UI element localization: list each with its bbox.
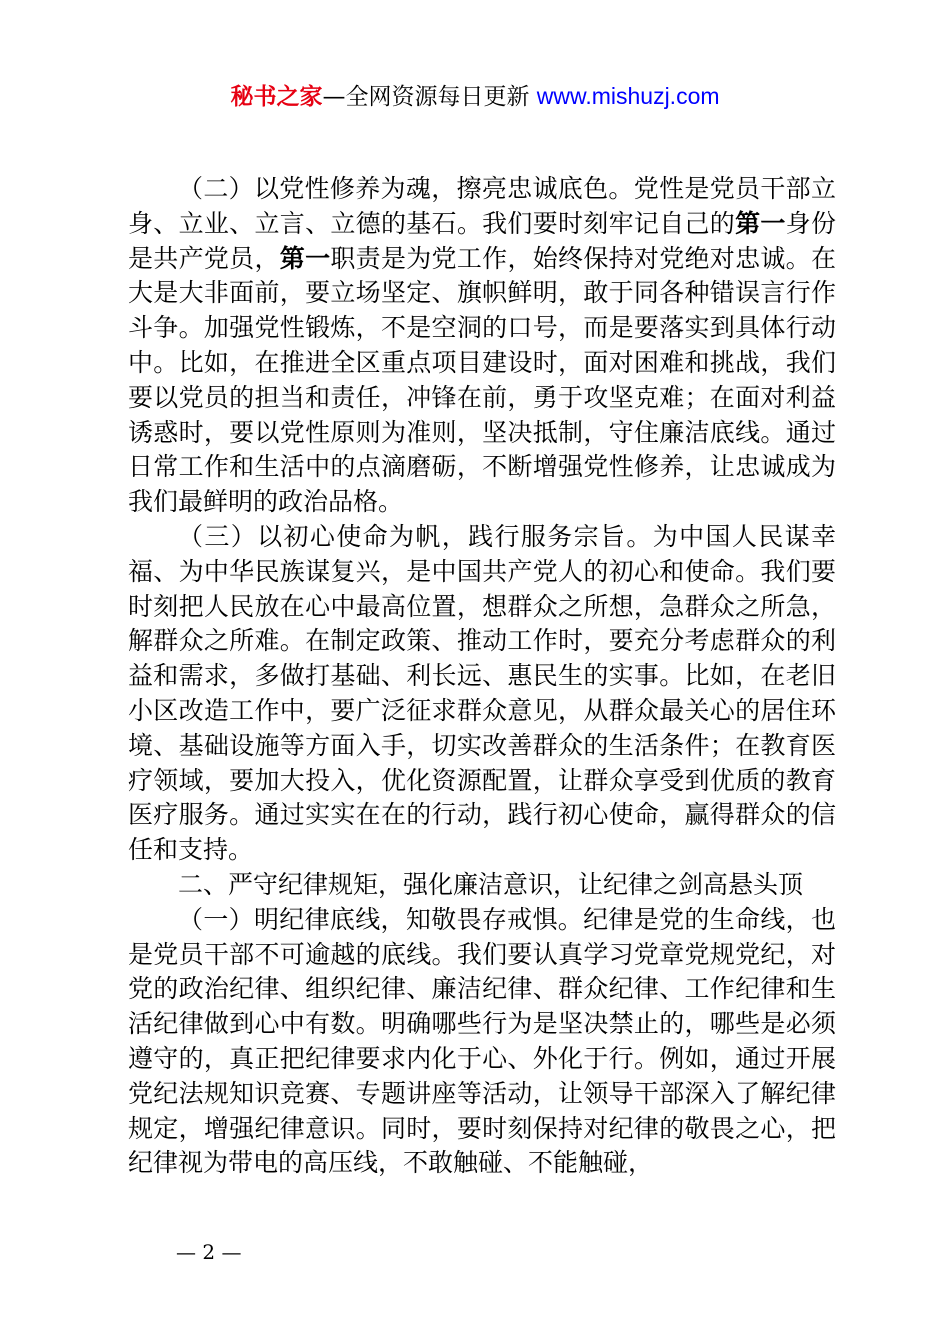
paragraph-text: 职责是为党工作，始终保持对党绝对忠诚。在大是大非面前，要立场坚定、旗帜鲜明，敢于同各种错误言行作斗争。加强党性锻炼，不是空洞的口号，而是要落实到具体行动中。比如，在推进全区重点项目建设时，面对困难和挑战，我们要以党员的担当和责任，冲锋在前，勇于攻坚克难；在面对利益诱惑时，要以党性原则为准则，坚决抵制，守住廉洁底线。通过日常工作和生活中的点滴磨砺，不断增强党性修养，让忠诚成为我们最鲜明的政治品格。 [128,243,836,517]
site-header [0,80,950,113]
paragraph-text: （二）以党性修养为魂，擦亮忠诚底色。党性是党员干部立身、立业、立言、立德的基石。我们要时刻牢记自己的 [128,174,836,238]
brand-name: 秘书之家 [230,84,323,110]
header-tagline: —全网资源每日更新 [322,84,530,110]
document-body [128,172,836,1181]
bold-text: 第一 [279,243,331,273]
paragraph-original-mission: （三）以初心使命为帆，践行服务宗旨。为中国人民谋幸福、为中华民族谋复兴，是中国共产党人的初心和使命。我们要时刻把人民放在心中最高位置，想群众之所想，急群众之所急，解群众之所难。在制定政策、推动工作时，要充分考虑群众的利益和需求，多做打基础、利长远、惠民生的实事。比如，在老旧小区改造工作中，要广泛征求群众意见，从群众最关心的居住环境、基础设施等方面入手，切实改善群众的生活条件；在教育医疗领域，要加大投入，优化资源配置，让群众享受到优质的教育医疗服务。通过实实在在的行动，践行初心使命，赢得群众的信任和支持。 [128,521,836,865]
page-number: — 2 — [176,1240,242,1264]
paragraph-party-spirit [128,172,836,520]
section-heading: 二、严守纪律规矩，强化廉洁意识，让纪律之剑高悬头顶 [178,869,804,899]
paragraph-discipline-bottom-line: （一）明纪律底线，知敬畏存戒惧。纪律是党的生命线，也是党员干部不可逾越的底线。我们要认真学习党章党规党纪，对党的政治纪律、组织纪律、廉洁纪律、群众纪律、工作纪律和生活纪律做到心中有数。明确哪些行为是坚决禁止的，哪些是必须遵守的，真正把纪律要求内化于心、外化于行。例如，通过开展党纪法规知识竞赛、专题讲座等活动，让领导干部深入了解纪律规定，增强纪律意识。同时，要时刻保持对纪律的敬畏之心，把纪律视为带电的高压线，不敢触碰、不能触碰， [128,904,836,1178]
site-url-link[interactable]: www.mishuzj.com [536,83,720,109]
bold-text: 第一 [735,208,786,238]
paragraph-text: 身份是共产党员， [128,208,836,273]
